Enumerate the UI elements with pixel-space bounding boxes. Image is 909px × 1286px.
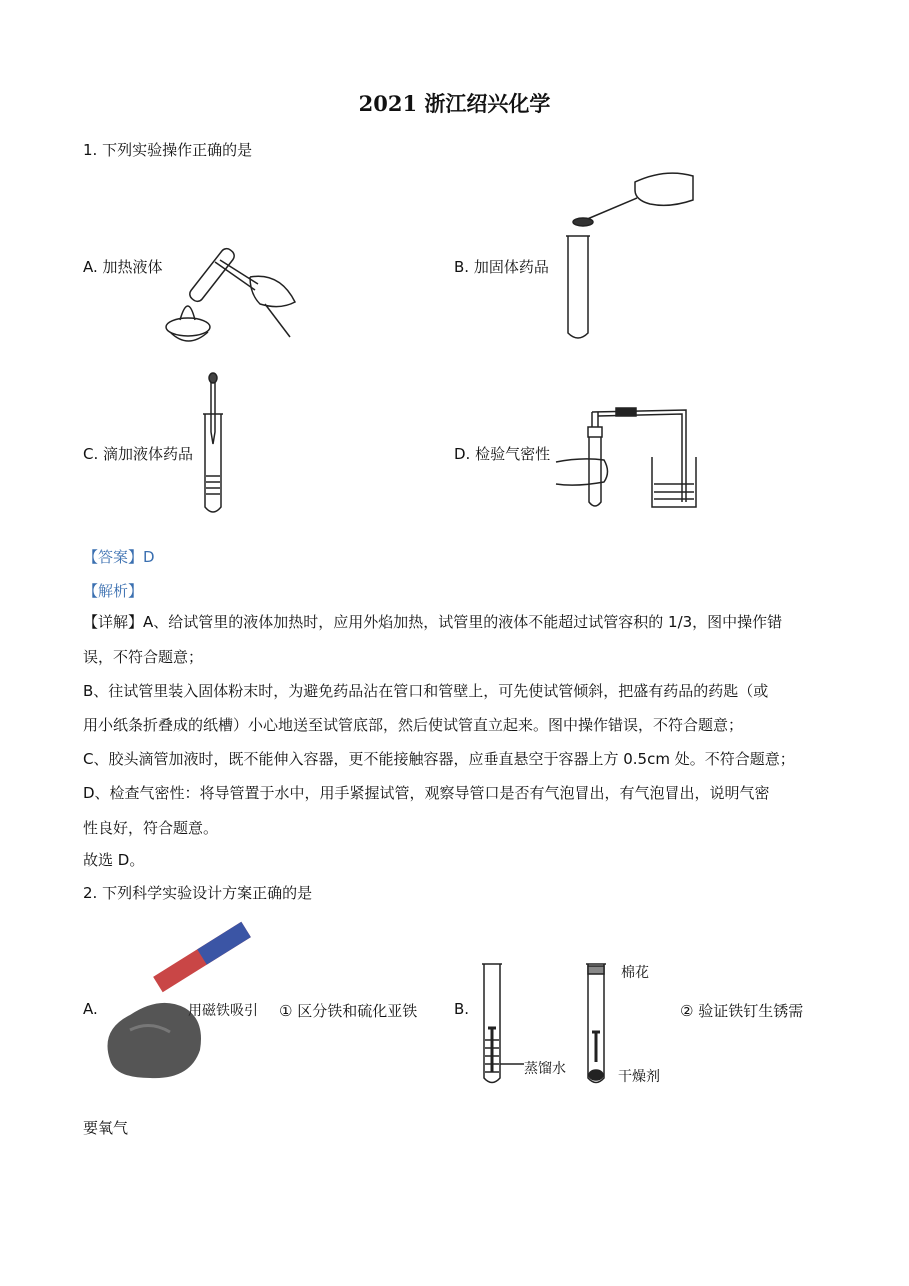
q1-detail-line-1: 【详解】A、给试管里的液体加热时，应用外焰加热，试管里的液体不能超过试管容积的 1/3，图中操作错	[83, 613, 783, 631]
figure-adding-solid	[565, 168, 700, 343]
q1-detail-line-7: 性良好，符合题意。	[83, 819, 219, 837]
q1-detail-line-3: B、往试管里装入固体粉末时，为避免药品沾在管口和管壁上，可先使试管倾斜，把盛有药品的药匙（或	[83, 682, 769, 700]
q1-answer: 【答案】D	[83, 548, 155, 566]
figure-dropper	[200, 372, 226, 517]
q2-option-a-letter: A.	[83, 1000, 98, 1018]
q1-detail-line-5: C、胶头滴管加液时，既不能伸入容器，更不能接触容器，应垂直悬空于容器上方 0.5cm 处。不符合题意；	[83, 750, 795, 768]
q2-desiccant-label: 干燥剂	[618, 1069, 660, 1085]
q1-analysis-label: 【解析】	[83, 582, 144, 600]
q1-detail-line-6: D、检查气密性：将导管置于水中，用手紧握试管，观察导管口是否有气泡冒出，有气泡冒出，说明气密	[83, 784, 770, 802]
q1-detail-line-2: 误，不符合题意；	[83, 648, 204, 666]
q2-option-b-text-continued: 要氧气	[83, 1119, 129, 1137]
figure-heating-liquid	[160, 232, 300, 352]
figure-airtightness	[556, 402, 701, 512]
q2-magnet-label: 用磁铁吸引	[188, 1003, 258, 1019]
q1-detail-line-4: 用小纸条折叠成的纸槽）小心地送至试管底部，然后使试管直立起来。图中操作错误，不符合题意；	[83, 716, 744, 734]
q1-option-c: C. 滴加液体药品	[83, 445, 194, 463]
q1-detail-line-8: 故选 D。	[83, 851, 145, 869]
q2-water-label: 蒸馏水	[524, 1061, 566, 1077]
q2-option-b-letter: B.	[454, 1000, 470, 1018]
q2-stem: 2. 下列科学实验设计方案正确的是	[83, 884, 313, 902]
q2-cotton-label: 棉花	[621, 965, 649, 981]
q1-stem: 1. 下列实验操作正确的是	[83, 141, 253, 159]
q2-option-a-text: ① 区分铁和硫化亚铁	[279, 1002, 418, 1020]
q1-option-b: B. 加固体药品	[454, 258, 549, 276]
q1-option-d: D. 检验气密性	[454, 445, 551, 463]
q1-option-a: A. 加热液体	[83, 258, 163, 276]
q2-option-b-text: ② 验证铁钉生锈需	[680, 1002, 804, 1020]
page-title: 2021 浙江绍兴化学	[358, 91, 551, 116]
